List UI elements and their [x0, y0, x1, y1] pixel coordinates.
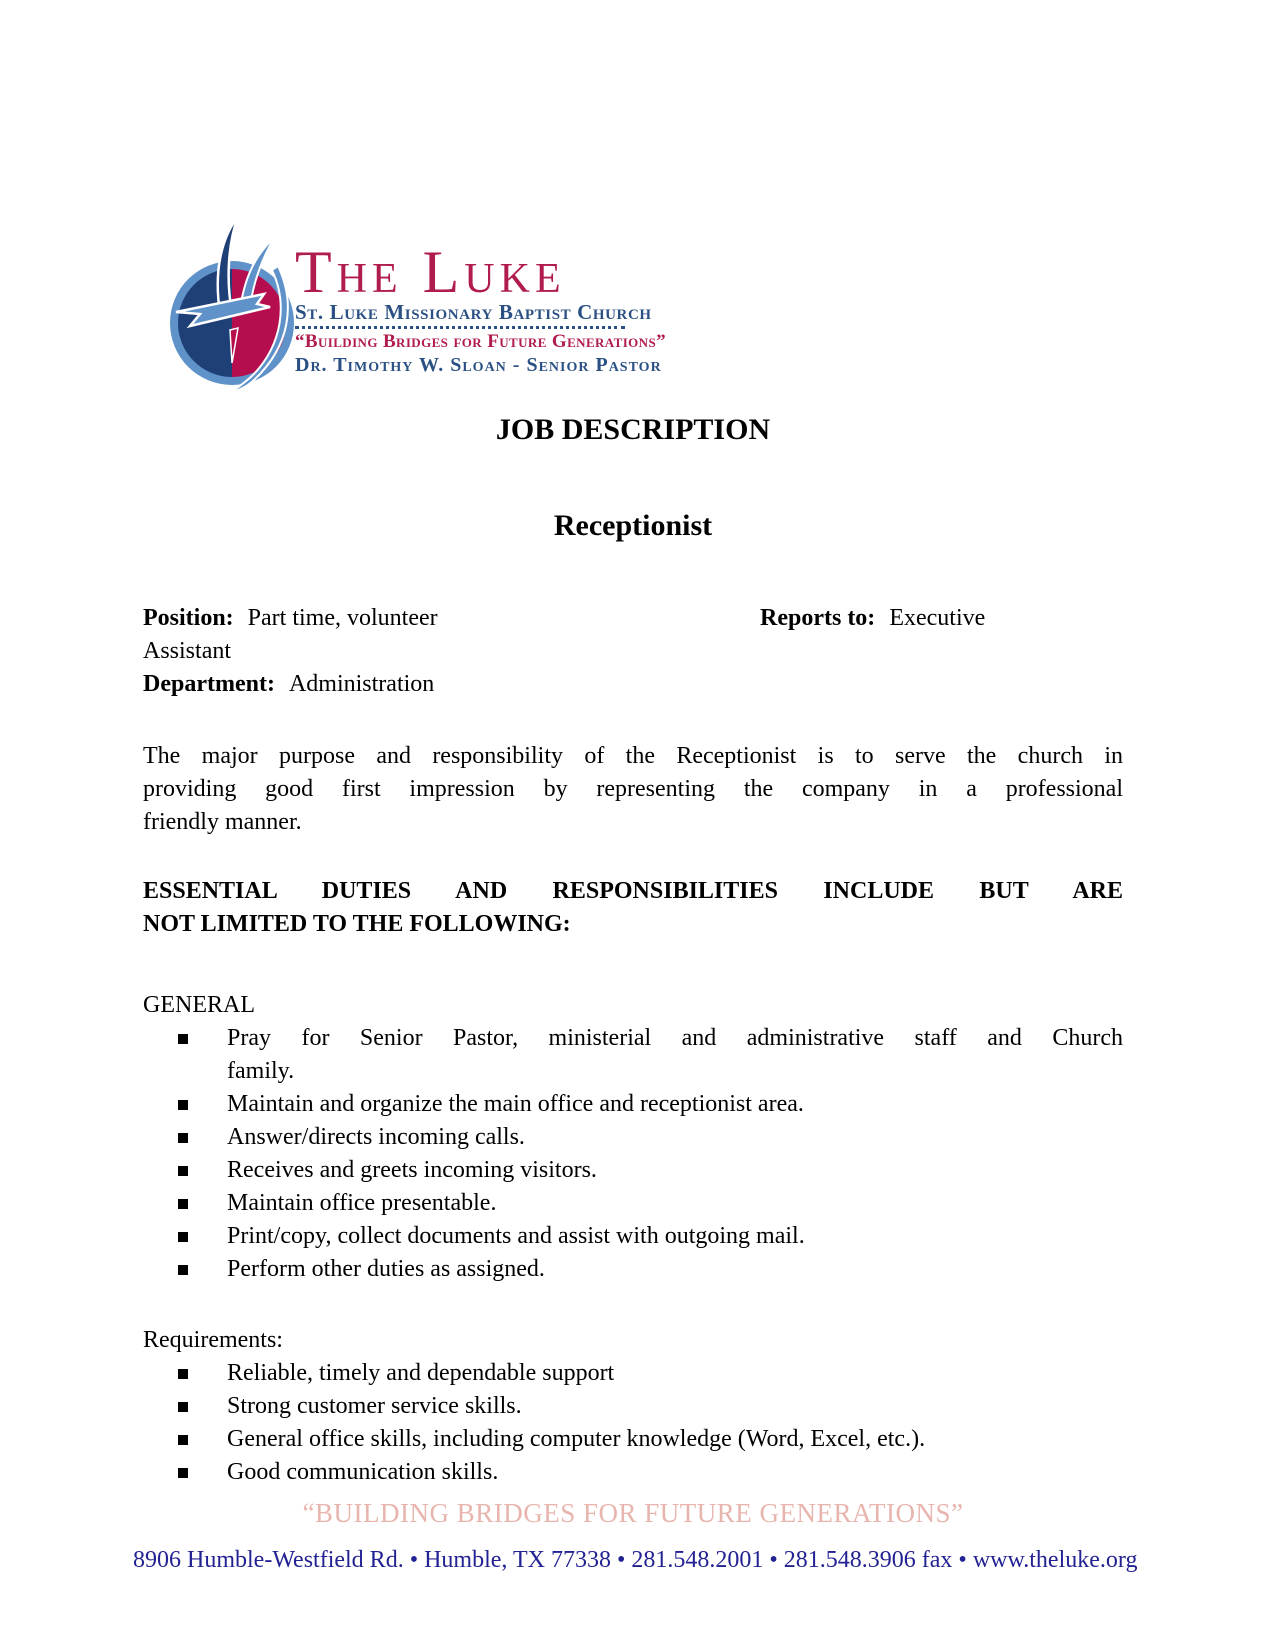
department-label: Department:: [143, 671, 275, 697]
reports-to-value: Executive: [889, 605, 986, 631]
logo-title: The Luke: [295, 239, 566, 305]
essential-heading-line: ESSENTIAL DUTIES AND RESPONSIBILITIES INCLUDE BUT ARE: [143, 878, 1123, 904]
essential-duties-heading: [143, 875, 1123, 941]
document-heading: JOB DESCRIPTION: [495, 413, 771, 446]
list-item: General office skills, including computer knowledge (Word, Excel, etc.).: [143, 1423, 1123, 1456]
footer-address: 8906 Humble-Westfield Rd. • Humble, TX 77338 • 281.548.2001 • 281.548.3906 fax • www.theluke.org: [133, 1547, 1138, 1573]
logo-dotted-divider: [295, 326, 625, 329]
reports-to-row: [760, 602, 985, 635]
position-row: [143, 602, 1123, 635]
logo-text-block: [295, 239, 666, 376]
list-item: Print/copy, collect documents and assist with outgoing mail.: [143, 1220, 1123, 1253]
logo-pastor-name: Dr. Timothy W. Sloan - Senior Pastor: [295, 354, 662, 376]
list-item-line: family.: [227, 1058, 295, 1084]
purpose-paragraph: [143, 740, 1123, 839]
essential-heading-line: NOT LIMITED TO THE FOLLOWING:: [143, 911, 571, 937]
reports-to-wrap-line: Assistant: [143, 638, 232, 664]
list-item: [143, 1022, 1123, 1088]
general-heading: GENERAL: [143, 992, 255, 1018]
list-item: Maintain and organize the main office and receptionist area.: [143, 1088, 1123, 1121]
general-duties-list: [143, 1022, 1123, 1286]
footer-quote: “BUILDING BRIDGES FOR FUTURE GENERATIONS”: [302, 1498, 964, 1528]
purpose-line: providing good first impression by representing the company in a professional: [143, 776, 1123, 802]
department-value: Administration: [288, 671, 435, 697]
list-item: Good communication skills.: [143, 1456, 1123, 1489]
logo-church-name: St. Luke Missionary Baptist Church: [295, 300, 652, 324]
purpose-line: friendly manner.: [143, 809, 302, 835]
list-item: Perform other duties as assigned.: [143, 1253, 1123, 1286]
list-item: Receives and greets incoming visitors.: [143, 1154, 1123, 1187]
list-item: Strong customer service skills.: [143, 1390, 1123, 1423]
logo-tagline: “Building Bridges for Future Generations”: [295, 331, 666, 352]
church-logo: [160, 208, 310, 403]
department-row: [143, 668, 1123, 701]
globe-cross-icon: [160, 208, 310, 398]
position-meta: [143, 602, 1123, 701]
purpose-line: The major purpose and responsibility of the Receptionist is to serve the church in: [143, 743, 1123, 769]
list-item: Maintain office presentable.: [143, 1187, 1123, 1220]
position-value: Part time, volunteer: [247, 605, 438, 631]
requirements-heading: Requirements:: [143, 1327, 283, 1353]
list-item-line: Pray for Senior Pastor, ministerial and administrative staff and Church: [227, 1025, 1123, 1051]
list-item: Reliable, timely and dependable support: [143, 1357, 1123, 1390]
position-label: Position:: [143, 605, 234, 631]
job-title: Receptionist: [553, 509, 713, 542]
requirements-list: [143, 1357, 1123, 1489]
list-item: Answer/directs incoming calls.: [143, 1121, 1123, 1154]
reports-to-label: Reports to:: [760, 605, 876, 631]
